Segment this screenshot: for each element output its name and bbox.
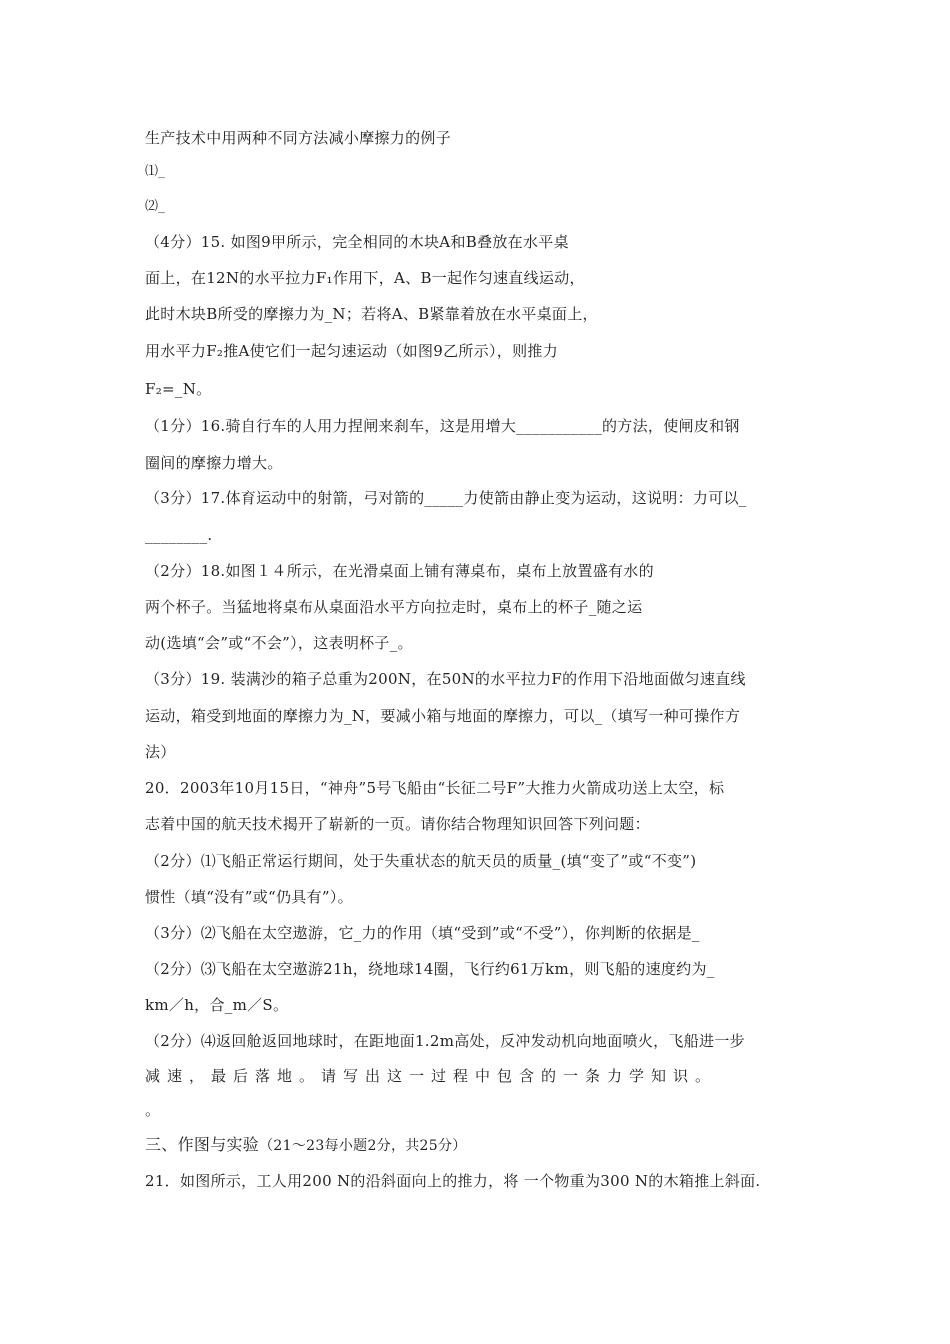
text-line-23: （3分）⑵飞船在太空遨游，它_力的作用（填“受到”或“不受”），你判断的依据是_ [145,924,700,942]
text-line-9: （1分）16.骑自行车的人用力捏闸来刹车，这是用增大___________的方法，使闸皮和钢 [145,417,740,435]
section-heading-main: 三、作图与实验 [145,1135,260,1154]
text-line-1: 生产技术中用两种不同方法减小摩擦力的例子 [145,129,452,147]
text-line-6: 此时木块B所受的摩擦力为_N；若将A、B紧靠着放在水平桌面上， [145,305,598,323]
text-line-5: 面上，在12N的水平拉力F₁作用下，A、B一起作匀速直线运动， [145,269,585,287]
text-line-7: 用水平力F₂推A使它们一起匀速运动（如图9乙所示），则推力 [145,342,558,360]
text-line-20: 志着中国的航天技术揭开了崭新的一页。请你结合物理知识回答下列问题： [145,815,650,833]
text-line-24: （2分）⑶飞船在太空遨游21h，绕地球14圈，飞行约61万km，则飞船的速度约为_ [145,960,715,978]
text-line-10: 圈间的摩擦力增大。 [145,454,283,472]
text-line-17: 运动，箱受到地面的摩擦力为_N，要减小箱与地面的摩擦力，可以_（填写一种可操作方 [145,707,741,725]
text-line-21: （2分）⑴飞船正常运行期间，处于失重状态的航天员的质量_(填“变了”或“不变”) [145,852,697,870]
text-line-19: 20．2003年10月15日，“神舟”5号飞船由“长征二号F”大推力火箭成功送上太空，标 [145,779,725,797]
text-line-12: ________. [145,526,213,544]
text-line-2: ⑴_ [145,164,166,179]
text-line-13: （2分）18.如图１４所示，在光滑桌面上铺有薄桌布，桌布上放置盛有水的 [145,562,654,580]
text-line-4: （4分）15. 如图9甲所示，完全相同的木块A和B叠放在水平桌 [145,233,569,251]
text-line-27: 减速，最后落地。请写出这一过程中包含的一条力学知识。 [145,1067,718,1085]
text-line-29: 21．如图所示，工人用200 N的沿斜面向上的推力，将 一个物重为300 N的木箱推上斜面. [145,1172,761,1190]
section-heading [145,1135,467,1156]
text-line-11: （3分）17.体育运动中的射箭，弓对箭的_____力使箭由静止变为运动，这说明：力可以_ [145,489,747,507]
text-line-18: 法） [145,743,176,761]
text-line-15: 动(选填“会”或“不会”），这表明杯子_。 [145,634,413,652]
text-line-22: 惯性（填“没有”或“仍具有”）。 [145,888,353,906]
text-line-28: 。 [145,1101,161,1119]
text-line-26: （2分）⑷返回舱返回地球时，在距地面1.2m高处，反冲发动机向地面喷火，飞船进一步 [145,1032,745,1050]
text-line-8: F₂=_N。 [145,380,212,398]
text-line-14: 两个杯子。当猛地将桌布从桌面沿水平方向拉走时，桌布上的杯子_随之运 [145,598,643,616]
text-line-16: （3分）19. 装满沙的箱子总重为200N，在50N的水平拉力F的作用下沿地面做匀速直线 [145,670,746,688]
section-heading-sub: （21～23每小题2分，共25分） [259,1138,467,1154]
text-line-3: ⑵_ [145,199,166,214]
text-line-25: km／h，合_m／S。 [145,996,289,1014]
